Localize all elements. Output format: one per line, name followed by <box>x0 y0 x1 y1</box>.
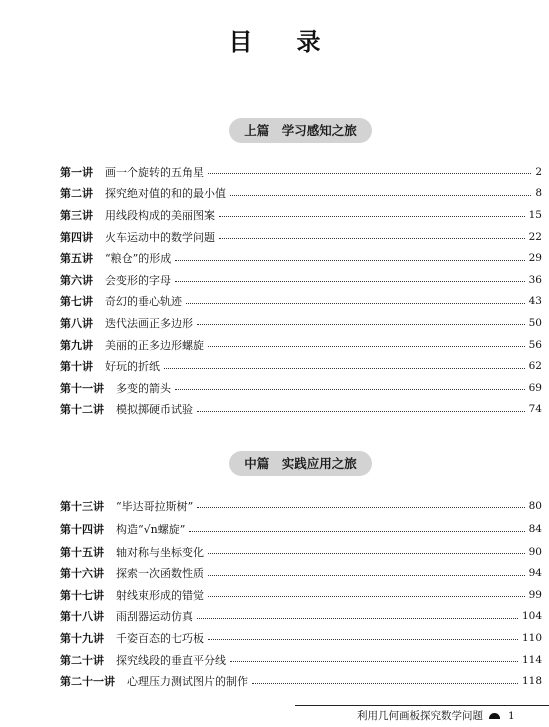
dot-leader <box>230 660 518 662</box>
lecture-number: 第十九讲 <box>60 631 104 645</box>
dot-leader <box>230 194 531 196</box>
page-number: 2 <box>535 165 542 178</box>
toc-entry[interactable] <box>60 649 542 671</box>
page-number: 69 <box>528 381 542 394</box>
dot-leader <box>175 259 524 261</box>
lecture-number: 第一讲 <box>60 165 93 179</box>
toc-entry[interactable] <box>60 627 542 649</box>
lecture-number: 第十六讲 <box>60 567 104 581</box>
lecture-number: 第十四讲 <box>60 523 104 537</box>
footer-rule <box>295 705 549 706</box>
dot-leader <box>252 682 518 684</box>
toc-entry[interactable] <box>60 226 542 248</box>
toc-entry[interactable] <box>60 312 542 334</box>
dot-leader <box>208 345 525 347</box>
page-number: 118 <box>521 675 542 688</box>
page-number: 22 <box>528 230 542 243</box>
dot-leader <box>197 410 525 412</box>
toc-entry[interactable] <box>60 247 542 269</box>
lecture-number: 第七讲 <box>60 295 93 309</box>
toc-list-part-1 <box>60 161 542 420</box>
publisher-logo-icon <box>489 713 500 719</box>
dot-leader <box>208 595 525 597</box>
page-number: 104 <box>521 610 542 623</box>
dot-leader <box>208 172 531 174</box>
dot-leader <box>175 280 525 282</box>
lecture-number: 第二十讲 <box>60 653 104 667</box>
section-header-part-1: 上篇 学习感知之旅 <box>229 118 372 143</box>
toc-entry[interactable] <box>60 291 542 313</box>
dot-leader <box>208 552 525 554</box>
toc-entry[interactable] <box>60 670 542 692</box>
toc-entry[interactable] <box>60 183 542 205</box>
lecture-number: 第三讲 <box>60 208 93 222</box>
page-footer <box>357 708 515 723</box>
lecture-number: 第十二讲 <box>60 403 104 417</box>
dot-leader <box>219 237 525 239</box>
lecture-number: 第八讲 <box>60 316 93 330</box>
lecture-title: 构造“√n螺旋” <box>116 523 186 537</box>
toc-entry[interactable] <box>60 399 542 421</box>
dot-leader <box>197 323 525 325</box>
lecture-title: 多变的箭头 <box>116 381 171 395</box>
dot-leader <box>189 530 524 532</box>
lecture-title: 探究绝对值的和的最小值 <box>105 187 226 201</box>
lecture-title: 迭代法画正多边形 <box>105 316 193 330</box>
lecture-number: 第十五讲 <box>60 545 104 559</box>
page-number: 94 <box>528 567 542 580</box>
page-number: 50 <box>528 316 542 329</box>
page-number: 29 <box>528 252 542 265</box>
page-title: 目录 <box>228 27 365 56</box>
lecture-number: 第四讲 <box>60 230 93 244</box>
toc-list-part-2 <box>60 494 542 692</box>
toc-entry[interactable] <box>60 606 542 628</box>
toc-entry[interactable] <box>60 334 542 356</box>
section-header-part-2: 中篇 实践应用之旅 <box>229 451 372 476</box>
lecture-title: 探究线段的垂直平分线 <box>116 653 226 667</box>
toc-entry[interactable] <box>60 204 542 226</box>
lecture-title: 雨刮器运动仿真 <box>116 610 193 624</box>
dot-leader <box>208 638 518 640</box>
page-number: 80 <box>528 499 542 512</box>
lecture-number: 第五讲 <box>60 252 93 266</box>
lecture-title: 探索一次函数性质 <box>116 567 204 581</box>
lecture-title: 画一个旋转的五角星 <box>105 165 204 179</box>
page-number: 90 <box>528 545 542 558</box>
footer-page-number: 1 <box>508 709 515 722</box>
dot-leader <box>197 506 524 508</box>
toc-entry[interactable] <box>60 269 542 291</box>
lecture-title: 会变形的字母 <box>105 273 171 287</box>
page-number: 84 <box>528 523 542 536</box>
lecture-number: 第九讲 <box>60 338 93 352</box>
lecture-title: 火车运动中的数学问题 <box>105 230 215 244</box>
page-number: 8 <box>535 187 542 200</box>
page-number: 36 <box>528 273 542 286</box>
lecture-number: 第十讲 <box>60 360 93 374</box>
page-number: 15 <box>528 208 542 221</box>
lecture-title: 好玩的折纸 <box>105 360 160 374</box>
lecture-title: 千姿百态的七巧板 <box>116 631 204 645</box>
lecture-title: 模拟掷硬币试验 <box>116 403 193 417</box>
page-number: 74 <box>528 403 542 416</box>
dot-leader <box>186 302 525 304</box>
dot-leader <box>164 367 525 369</box>
lecture-title: 心理压力测试图片的制作 <box>127 675 248 689</box>
toc-entry[interactable] <box>60 517 542 540</box>
dot-leader <box>197 617 518 619</box>
lecture-number: 第六讲 <box>60 273 93 287</box>
page-number: 43 <box>528 295 542 308</box>
dot-leader <box>208 574 525 576</box>
toc-entry[interactable] <box>60 584 542 606</box>
toc-entry[interactable] <box>60 562 542 584</box>
lecture-number: 第十八讲 <box>60 610 104 624</box>
page-number: 114 <box>521 653 542 666</box>
lecture-title: 美丽的正多边形螺旋 <box>105 338 204 352</box>
dot-leader <box>175 388 525 390</box>
page-number: 110 <box>521 631 542 644</box>
lecture-number: 第十三讲 <box>60 499 104 513</box>
toc-entry[interactable] <box>60 494 542 517</box>
page-number: 56 <box>528 338 542 351</box>
toc-entry[interactable] <box>60 541 542 563</box>
page-number: 99 <box>528 588 542 601</box>
page-number: 62 <box>528 360 542 373</box>
lecture-title: 射线束形成的错觉 <box>116 588 204 602</box>
lecture-title: 用线段构成的美丽图案 <box>105 208 215 222</box>
toc-entry[interactable] <box>60 161 542 183</box>
toc-entry[interactable] <box>60 377 542 399</box>
lecture-title: “粮仓”的形成 <box>105 252 172 266</box>
lecture-number: 第十一讲 <box>60 381 104 395</box>
toc-entry[interactable] <box>60 355 542 377</box>
lecture-number: 第二十一讲 <box>60 675 115 689</box>
dot-leader <box>219 215 525 217</box>
lecture-title: 轴对称与坐标变化 <box>116 545 204 559</box>
lecture-title: 奇幻的垂心轨迹 <box>105 295 182 309</box>
lecture-title: “毕达哥拉斯树” <box>116 499 194 513</box>
lecture-number: 第十七讲 <box>60 588 104 602</box>
book-title: 利用几何画板探究数学问题 <box>357 710 483 722</box>
lecture-number: 第二讲 <box>60 187 93 201</box>
